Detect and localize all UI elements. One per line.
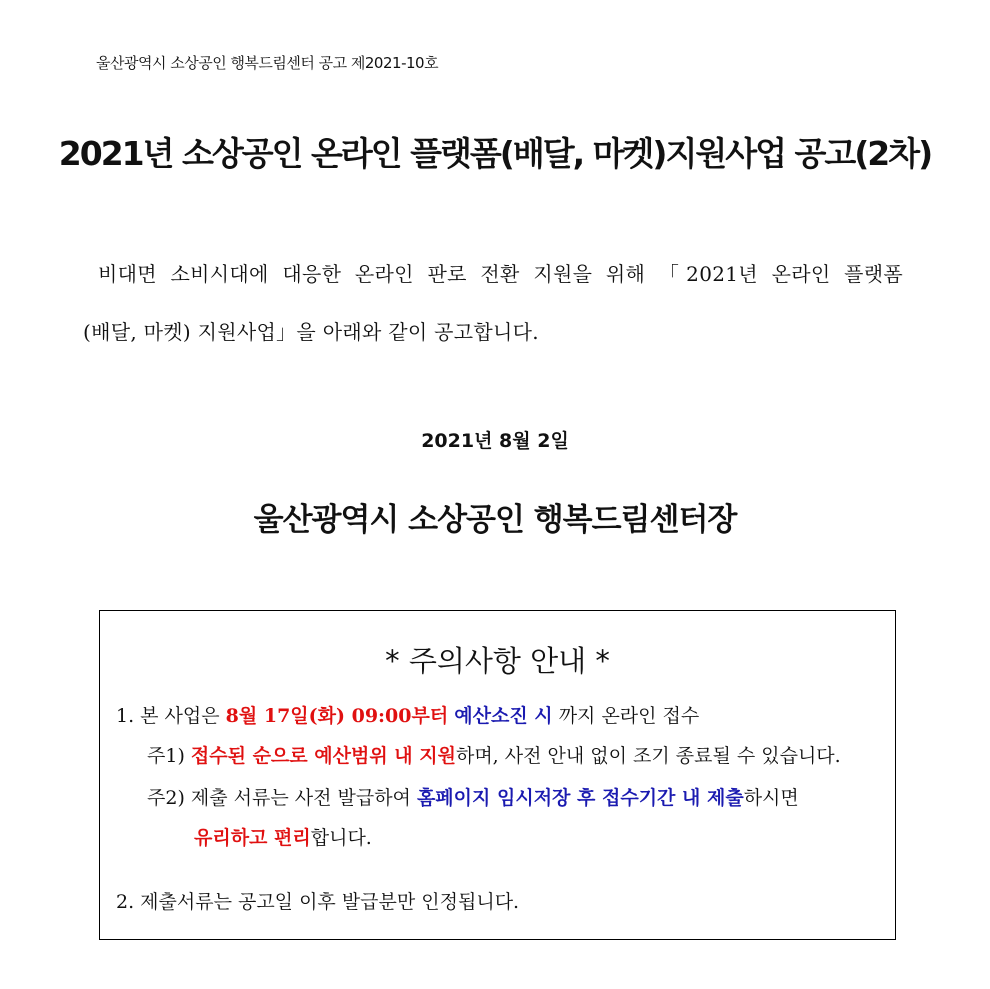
- caution-note-1: [147, 741, 841, 768]
- caution-note-2: [147, 783, 799, 810]
- intro-line-2: (배달, 마켓) 지원사업」을 아래와 같이 공고합니다.: [83, 320, 539, 344]
- caution-note-2-continued: [194, 823, 372, 850]
- caution-item-1-period: 8월 17일(화) 09:00부터: [225, 705, 449, 727]
- notice-date: 2021년 8월 2일: [421, 430, 569, 452]
- caution-item-1-post: 까지 온라인 접수: [552, 705, 700, 727]
- notice-number: 울산광역시 소상공인 행복드림센터 공고 제2021-10호: [96, 54, 439, 72]
- caution-item-1-until: 예산소진 시: [454, 705, 553, 727]
- intro-line-1: 비대면 소비시대에 대응한 온라인 판로 전환 지원을 위해 「2021년 온라인 플랫폼: [98, 262, 903, 286]
- caution-note-2-highlight: 홈페이지 임시저장 후 접수기간 내 제출: [416, 787, 744, 809]
- caution-item-2: 2. 제출서류는 공고일 이후 발급분만 인정됩니다.: [116, 891, 520, 913]
- caution-note-2-pre: 주2) 제출 서류는 사전 발급하여: [147, 787, 417, 809]
- caution-note-1-highlight: 접수된 순으로 예산범위 내 지원: [190, 745, 456, 767]
- caution-note-2b-highlight: 유리하고 편리: [194, 827, 311, 849]
- caution-note-2b-post: 합니다.: [310, 827, 372, 849]
- caution-item-1-pre: 1. 본 사업은: [116, 705, 226, 727]
- caution-box: [99, 610, 896, 940]
- caution-box-title: * 주의사항 안내 *: [385, 644, 610, 678]
- caution-item-1: [116, 701, 699, 728]
- caution-note-2-post: 하시면: [743, 787, 799, 809]
- caution-note-1-pre: 주1): [147, 745, 191, 767]
- issuer-name: 울산광역시 소상공인 행복드림센터장: [253, 502, 737, 538]
- page-title: 2021년 소상공인 온라인 플랫폼(배달, 마켓)지원사업 공고(2차): [58, 134, 932, 173]
- caution-note-1-post: 하며, 사전 안내 없이 조기 종료될 수 있습니다.: [455, 745, 841, 767]
